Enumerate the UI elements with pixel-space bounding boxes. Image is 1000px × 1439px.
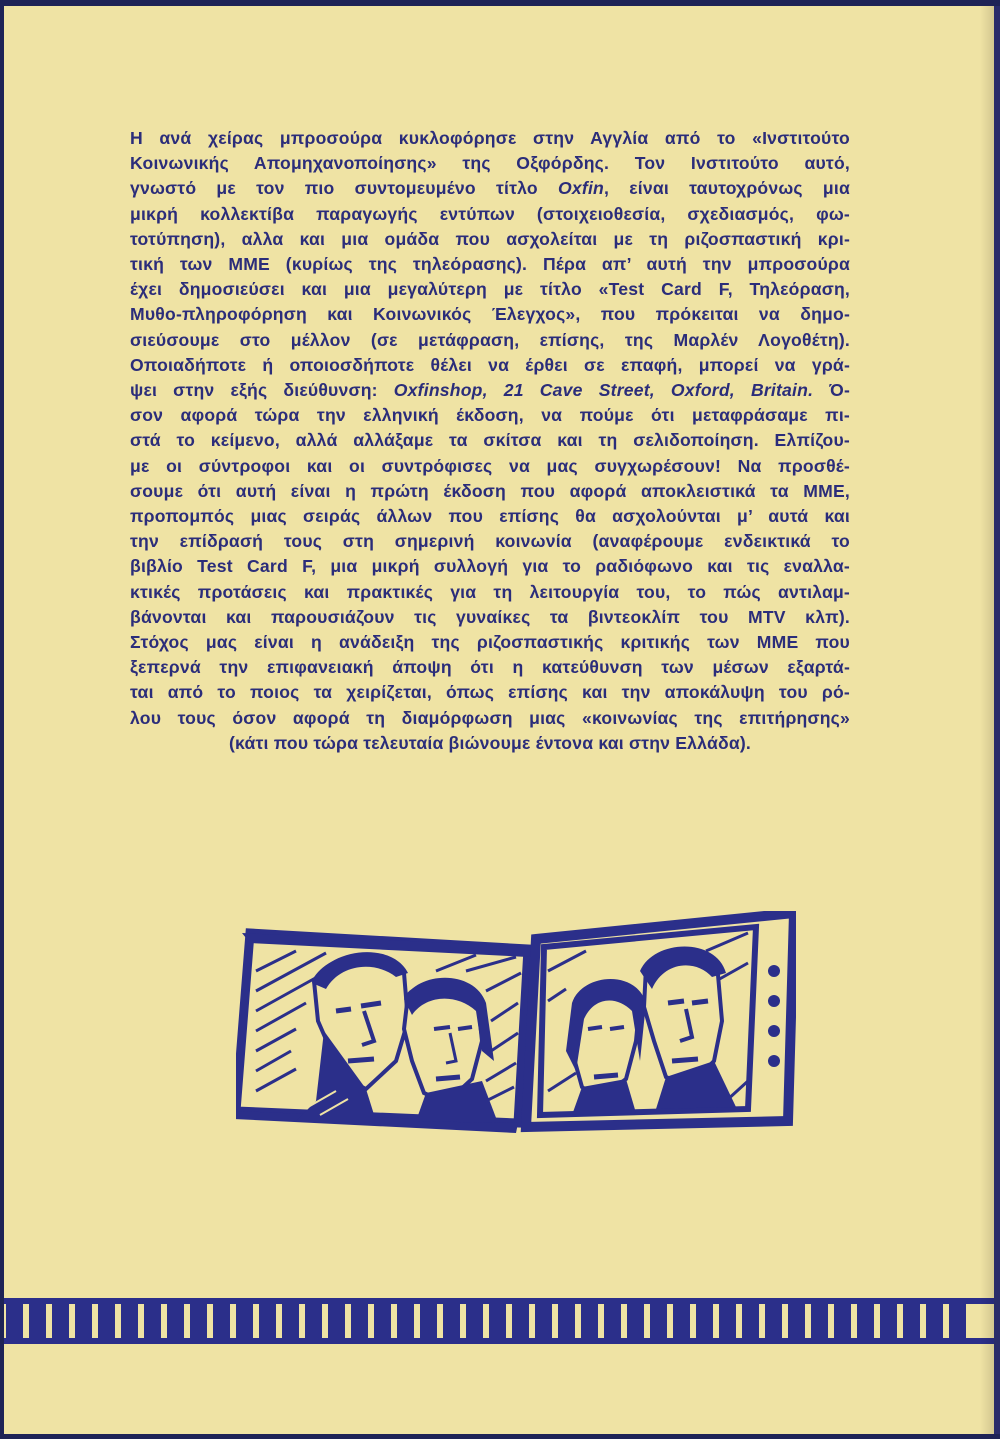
film-strip-cell — [489, 1304, 506, 1338]
film-strip-cell — [558, 1304, 575, 1338]
film-strip-cell — [696, 1304, 713, 1338]
page — [4, 6, 1000, 1434]
film-strip-cell — [880, 1304, 897, 1338]
text-line: σουμε ότι αυτή είναι η πρώτη έκδοση που αφορά αποκλειστικά τα ΜΜΕ, — [130, 480, 850, 501]
film-strip-cell — [926, 1304, 943, 1338]
film-strip-cell — [397, 1304, 414, 1338]
text-line: Οποιαδήποτε ή οποιοσδήποτε θέλει να έρθει σε επαφή, μπορεί να γρά- — [130, 354, 850, 375]
woodcut-tv-faces-illustration — [236, 911, 796, 1141]
text-line — [130, 378, 850, 403]
film-strip-cell — [650, 1304, 667, 1338]
film-strip-cell — [765, 1304, 782, 1338]
text-line: μικρή κολλεκτίβα παραγωγής εντύπων (στοιχειοθεσία, σχεδιασμός, φω- — [130, 203, 850, 224]
text-line: λου τους όσον αφορά τη διαμόρφωση μιας «κοινωνίας της επιτήρησης» — [130, 707, 850, 728]
text-line: κτικές προτάσεις και πρακτικές για τη λειτουργία του, το πώς αντιλαμ- — [130, 581, 850, 602]
text-segment: Ό- — [813, 380, 851, 401]
film-strip-cell — [121, 1304, 138, 1338]
body-text — [130, 126, 850, 756]
text-line: έχει δημοσιεύσει και μια μεγαλύτερη με τίτλο «Test Card F, Τηλεόραση, — [130, 279, 850, 300]
film-strip-cell — [512, 1304, 529, 1338]
film-strip-cell — [857, 1304, 874, 1338]
text-line: (κάτι που τώρα τελευταία βιώνουμε έντονα και στην Ελλάδα). — [229, 732, 751, 753]
film-strip-cell — [213, 1304, 230, 1338]
film-strip-cell — [6, 1304, 23, 1338]
film-strip-cell — [742, 1304, 759, 1338]
film-strip-cell — [834, 1304, 851, 1338]
film-strip-cell — [282, 1304, 299, 1338]
film-strip-cell — [351, 1304, 368, 1338]
film-strip-cell — [374, 1304, 391, 1338]
text-line: την επίδρασή τους στη σημερινή κοινωνία (αναφέρουμε ενδεικτικά το — [130, 531, 850, 552]
film-strip-cell — [443, 1304, 460, 1338]
italic-text: Oxfinshop, 21 Cave Street, Oxford, Britain. — [393, 380, 814, 401]
text-line: Κοινωνικής Απομηχανοποίησης» της Οξφόρδης. Τον Ινστιτούτο αυτό, — [130, 153, 850, 174]
film-strip-cell — [52, 1304, 69, 1338]
text-segment: γνωστό με τον πιο συντομευμένο τίτλο — [130, 178, 559, 199]
text-line: σον αφορά τώρα την ελληνική έκδοση, να πούμε ότι μεταφράσαμε πι- — [130, 405, 850, 426]
film-strip-cell — [167, 1304, 184, 1338]
text-line: σιεύσουμε στο μέλλον (σε μετάφραση, επίσης, της Μαρλέν Λογοθέτη). — [130, 329, 850, 350]
text-line: προπομπός μιας σειράς άλλων που επίσης θα ασχολούνται μ’ αυτά και — [130, 506, 850, 527]
film-strip-cell — [236, 1304, 253, 1338]
film-strip-cell — [259, 1304, 276, 1338]
text-line: Μυθο-πληροφόρηση και Κοινωνικός Έλεγχος», που πρόκειται να δημο- — [130, 304, 850, 325]
text-line: Στόχος μας είναι η ανάδειξη της ριζοσπαστικής κριτικής των ΜΜΕ που — [130, 632, 850, 653]
text-line: τική των ΜΜΕ (κυρίως της τηλεόρασης). Πέρα απ’ αυτή την μπροσούρα — [130, 254, 850, 275]
film-strip-cell — [144, 1304, 161, 1338]
film-strip-cell — [29, 1304, 46, 1338]
text-line — [130, 176, 850, 201]
film-strip-cell — [673, 1304, 690, 1338]
text-line: τοτύπηση), αλλα και μια ομάδα που ασχολείται με τη ριζοσπαστική κρι- — [130, 228, 850, 249]
text-line: βάνονται και παρουσιάζουν τις γυναίκες τα βιντεοκλίπ του MTV κλπ). — [130, 606, 850, 627]
text-line: ξεπερνά την επιφανειακή άποψη ότι η κατεύθυνση των μέσων εξαρτά- — [130, 657, 850, 678]
film-strip-cell — [604, 1304, 621, 1338]
film-strip-cell — [305, 1304, 322, 1338]
film-strip-cells — [4, 1304, 994, 1338]
film-strip-cell — [98, 1304, 115, 1338]
italic-text: Oxfin — [558, 178, 604, 199]
film-strip-cell — [190, 1304, 207, 1338]
film-strip-cell — [535, 1304, 552, 1338]
text-line: ται από το ποιος τα χειρίζεται, όπως επίσης και την αποκάλυψη του ρό- — [130, 682, 850, 703]
text-line: με οι σύντροφοι και οι συντρόφισες να μας συγχωρέσουν! Να προσθέ- — [130, 455, 850, 476]
text-line: Η ανά χείρας μπροσούρα κυκλοφόρησε στην Αγγλία από το «Ινστιτούτο — [130, 128, 850, 148]
text-segment: ψει στην εξής διεύθυνση: — [130, 380, 394, 401]
text-segment: , είναι ταυτοχρόνως μια — [603, 178, 850, 199]
film-strip-cell — [466, 1304, 483, 1338]
right-tv — [526, 913, 794, 1127]
film-strip-bottom-band — [4, 1338, 994, 1344]
film-strip-cell — [811, 1304, 828, 1338]
film-strip-cell — [903, 1304, 920, 1338]
film-strip-cell — [788, 1304, 805, 1338]
film-strip-cell — [328, 1304, 345, 1338]
film-strip-cell — [627, 1304, 644, 1338]
film-strip-cell — [581, 1304, 598, 1338]
film-strip-border — [4, 1298, 994, 1344]
film-strip-cell — [75, 1304, 92, 1338]
left-screen — [236, 933, 536, 1133]
film-strip-cell — [719, 1304, 736, 1338]
film-strip-cell — [420, 1304, 437, 1338]
text-line: στά το κείμενο, αλλά αλλάξαμε τα σκίτσα και τη σελιδοποίηση. Ελπίζου- — [130, 430, 850, 451]
film-strip-cell — [949, 1304, 966, 1338]
text-line: βιβλίο Test Card F, μια μικρή συλλογή για το ραδιόφωνο και τις εναλλα- — [130, 556, 850, 577]
